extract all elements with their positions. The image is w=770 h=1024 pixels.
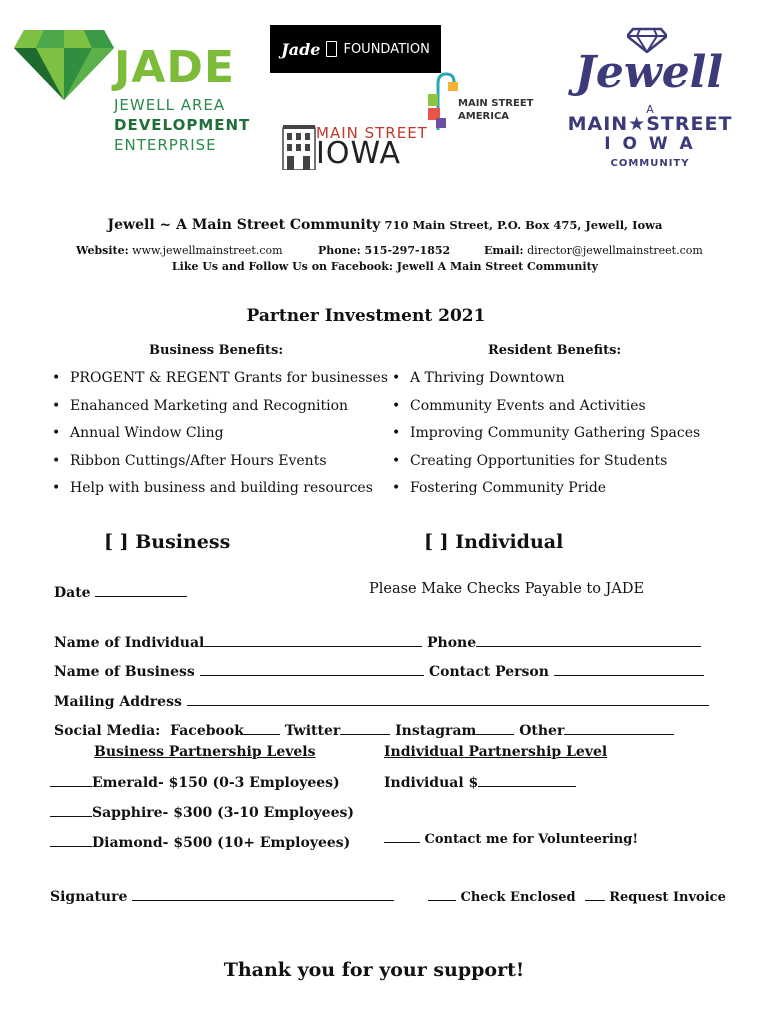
name-individual-label: Name of Individual: [54, 635, 205, 651]
twitter-field[interactable]: [340, 720, 390, 735]
mailing-address-label: Mailing Address: [54, 694, 182, 710]
check-enclosed-field[interactable]: [428, 888, 456, 901]
list-item: • Ribbon Cuttings/After Hours Events: [52, 452, 388, 480]
payment-row: [428, 888, 726, 905]
other-field[interactable]: [564, 720, 674, 735]
email-line: [484, 244, 703, 257]
date-label: Date: [54, 585, 91, 601]
social-media-label: Social Media:: [54, 723, 161, 739]
individual-checkbox[interactable]: [ ] Individual: [424, 531, 564, 553]
check-enclosed-label: Check Enclosed: [460, 890, 576, 905]
contact-person-field[interactable]: [554, 661, 704, 676]
business-checkbox[interactable]: [ ] Business: [104, 531, 231, 553]
form-title: Partner Investment 2021: [246, 306, 486, 326]
other-label: Other: [519, 723, 565, 739]
instagram-label: Instagram: [395, 723, 477, 739]
book-icon: [326, 41, 337, 57]
individual-level-heading: Individual Partnership Level: [384, 744, 608, 760]
phone-row: [427, 632, 701, 651]
contact-person-label: Contact Person: [429, 664, 549, 680]
msi-line1: MAIN STREET: [316, 124, 428, 142]
header-line: [0, 217, 770, 233]
msi-line2: IOWA: [316, 136, 402, 171]
diamond-label: Diamond- $500 (10+ Employees): [92, 835, 351, 851]
jewell-main-street-logo: [565, 25, 735, 175]
facebook-label: Facebook: [170, 723, 244, 739]
jade-line2: DEVELOPMENT: [114, 116, 251, 134]
individual-amount-row: [384, 772, 576, 791]
jade-foundation-script: Jade: [281, 39, 321, 59]
list-item: • Improving Community Gathering Spaces: [392, 424, 700, 452]
list-item: • Creating Opportunities for Students: [392, 452, 700, 480]
msa-line1: MAIN STREET: [458, 98, 534, 109]
website-link[interactable]: www.jewellmainstreet.com: [132, 244, 283, 257]
instagram-field[interactable]: [476, 720, 514, 735]
signature-label: Signature: [50, 889, 128, 905]
jewell-iowa: I O W A: [604, 134, 696, 154]
contact-person-row: [429, 661, 704, 680]
request-invoice-label: Request Invoice: [609, 890, 726, 905]
jewell-a: A: [646, 103, 654, 116]
name-business-row: [54, 661, 424, 680]
signature-field[interactable]: [132, 886, 394, 901]
name-individual-field[interactable]: [204, 632, 422, 647]
date-row: [54, 582, 187, 601]
phone-field[interactable]: [476, 632, 701, 647]
list-item: • Community Events and Activities: [392, 397, 700, 425]
volunteer-row: [384, 830, 638, 847]
name-individual-row: [54, 632, 422, 651]
main-street-iowa-logo: [282, 122, 440, 170]
volunteer-field[interactable]: [384, 830, 420, 843]
email-label: Email:: [484, 244, 524, 257]
list-item: • PROGENT & REGENT Grants for businesses: [52, 369, 388, 397]
business-benefits-list: [52, 369, 388, 507]
jewell-main-street: MAIN★STREET: [567, 113, 733, 135]
business-benefits-heading: Business Benefits:: [149, 343, 284, 358]
list-item: • A Thriving Downtown: [392, 369, 700, 397]
gem-icon: [14, 22, 114, 102]
diamond-row: [50, 832, 350, 851]
header-title: Jewell ~ A Main Street Community: [107, 217, 381, 233]
checks-payable-note: Please Make Checks Payable to JADE: [369, 581, 645, 597]
lamp-post-icon: [428, 70, 460, 130]
sapphire-field[interactable]: [50, 802, 92, 817]
thank-you-text: Thank you for your support!: [223, 959, 525, 981]
resident-benefits-list: [392, 369, 700, 507]
phone-field-label: Phone: [427, 635, 477, 651]
jade-foundation-word: FOUNDATION: [343, 41, 430, 57]
mailing-address-field[interactable]: [187, 691, 709, 706]
jade-foundation-logo: [270, 25, 441, 73]
jewell-script: Jewell: [575, 47, 724, 98]
sapphire-label: Sapphire- $300 (3-10 Employees): [92, 805, 354, 821]
jade-line3: ENTERPRISE: [114, 136, 217, 154]
mailing-address-row: [54, 691, 709, 710]
facebook-field[interactable]: [244, 720, 280, 735]
contact-line: [76, 244, 283, 257]
header-address: 710 Main Street, P.O. Box 475, Jewell, Iowa: [384, 218, 663, 232]
social-media-row: [54, 720, 674, 739]
emerald-field[interactable]: [50, 772, 92, 787]
list-item: • Annual Window Cling: [52, 424, 388, 452]
individual-amount-label: Individual $: [384, 775, 479, 791]
jewell-community: COMMUNITY: [610, 158, 690, 169]
date-field[interactable]: [95, 582, 187, 597]
main-street-america-logo: [428, 70, 538, 140]
volunteer-label: Contact me for Volunteering!: [424, 832, 639, 847]
email-link[interactable]: director@jewellmainstreet.com: [527, 244, 703, 257]
emerald-row: [50, 772, 340, 791]
signature-row: [50, 886, 394, 905]
list-item: • Fostering Community Pride: [392, 479, 700, 507]
resident-benefits-heading: Resident Benefits:: [488, 343, 622, 358]
jade-line1: JEWELL AREA: [114, 96, 226, 114]
sapphire-row: [50, 802, 354, 821]
phone-label: Phone: 515-297-1852: [318, 244, 451, 257]
name-business-field[interactable]: [200, 661, 424, 676]
diamond-field[interactable]: [50, 832, 92, 847]
name-business-label: Name of Business: [54, 664, 195, 680]
building-icon: [282, 124, 316, 170]
msa-line2: AMERICA: [458, 111, 510, 122]
list-item: • Help with business and building resources: [52, 479, 388, 507]
twitter-label: Twitter: [284, 723, 341, 739]
business-levels-heading: Business Partnership Levels: [94, 744, 316, 760]
individual-amount-field[interactable]: [478, 772, 576, 787]
website-label: Website:: [76, 244, 129, 257]
facebook-line: Like Us and Follow Us on Facebook: Jewell A Main Street Community: [171, 260, 599, 273]
jade-logo: [14, 22, 251, 162]
request-invoice-field[interactable]: [585, 888, 605, 901]
emerald-label: Emerald- $150 (0-3 Employees): [92, 775, 340, 791]
jade-wordmark: JADE: [114, 42, 236, 93]
list-item: • Enahanced Marketing and Recognition: [52, 397, 388, 425]
